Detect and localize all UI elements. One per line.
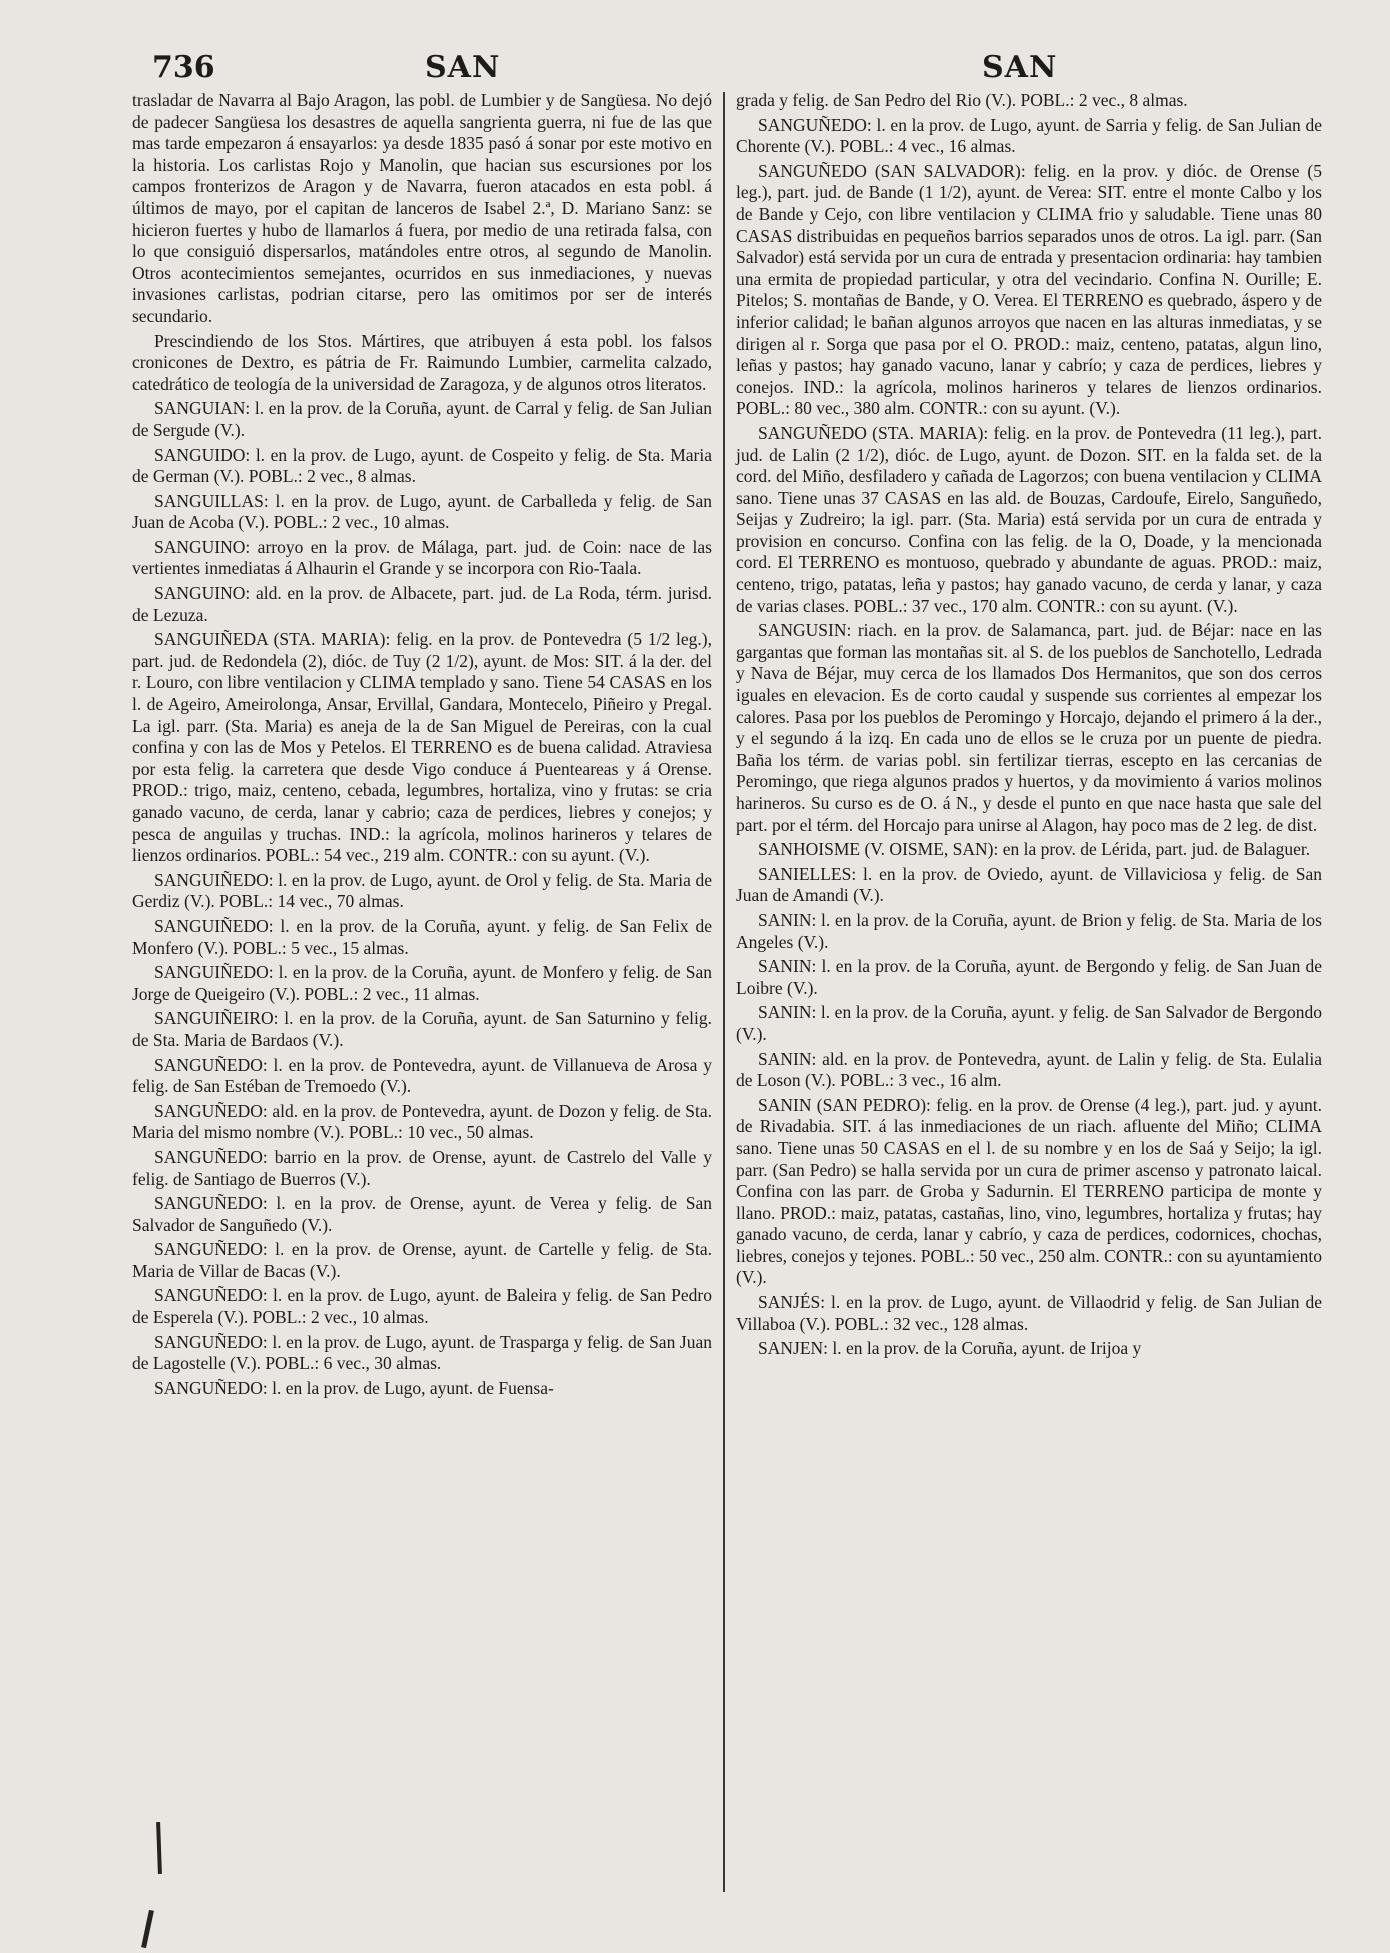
dictionary-entry: SANGUIÑEDA (STA. MARIA): felig. en la prov. de Pontevedra (5 1/2 leg.), part. jud. de Redondela (2), dióc. de Tuy (2 1/2), ayunt. de Mos: SIT. á la der. del r. Louro, con libre ventilacion y CLIMA templado y sano. Tiene 54 CASAS en los l. de Ageiro, Ameirolonga, Ansar, Ervillal, Gandara, Montecelo, Piñeiro y Pregal. La igl. parr. (Sta. Maria) es aneja de la de San Miguel de Pereiras, con la cual confina y con las de Mos y Petelos. El TERRENO es de buena calidad. Atraviesa por esta felig. la carretera que desde Vigo conduce á Puenteareas y á Orense. PROD.: trigo, maiz, centeno, cebada, legumbres, hortaliza, vino y frutas: se cria ganado vacuno, de cerda, lanar y cabrio; caza de perdices, liebres y conejos; y pesca de anguilas y truchas. IND.: la agrícola, molinos harineros y telares de lienzos ordinarios. POBL.: 54 vec., 219 alm. CONTR.: con su ayunt. (V.).: [132, 629, 712, 866]
dictionary-entry: SANGUIÑEIRO: l. en la prov. de la Coruña, ayunt. de San Saturnino y felig. de Sta. Maria de Bardaos (V.).: [132, 1008, 712, 1050]
page-number: 736: [152, 50, 215, 85]
dictionary-entry: SANGUIDO: l. en la prov. de Lugo, ayunt. de Cospeito y felig. de Sta. Maria de German (V.). POBL.: 2 vec., 8 almas.: [132, 444, 712, 487]
dictionary-entry: SANGUÑEDO: l. en la prov. de Orense, ayunt. de Cartelle y felig. de Sta. Maria de Villar de Bacas (V.).: [132, 1239, 712, 1281]
dictionary-entry: SANGUIÑEDO: l. en la prov. de la Coruña, ayunt. de Monfero y felig. de San Jorge de Queigeiro (V.). POBL.: 2 vec., 11 almas.: [132, 962, 712, 1004]
dictionary-entry: SANGUÑEDO (SAN SALVADOR): felig. en la prov. y dióc. de Orense (5 leg.), part. jud. de Bande (1 1/2), ayunt. de Verea: SIT. entre el monte Calbo y los de Bande y Cejo, con libre ventilacion y CLIMA frio y saludable. Tiene unas 80 CASAS distribuidas en pequeños barrios separados unos de otros. La igl. parr. (San Salvador) está servida por un cura de entrada y presentacion ordinaria: hay tambien una ermita de propiedad particular, y otra del vecindario. Confina N. Ourille; E. Pitelos; S. montañas de Bande, y O. Verea. El TERRENO es quebrado, áspero y de inferior calidad; le bañan algunos arroyos que nacen en las alturas inmediatas, y se dirigen al r. Sorga que pasa por el O. PROD.: maiz, centeno, patatas, algun lino, leñas y pastos; hay ganado vacuno, lanar y cabrío; y caza de perdices, liebres y conejos. IND.: la agrícola, molinos harineros y telares de lienzos ordinarios. POBL.: 80 vec., 380 alm. CONTR.: con su ayunt. (V.).: [736, 160, 1322, 419]
column-divider: [723, 92, 725, 1892]
dictionary-entry: grada y felig. de San Pedro del Rio (V.). POBL.: 2 vec., 8 almas.: [736, 90, 1188, 110]
ink-mark: [141, 1910, 154, 1948]
dictionary-entry: SANIN: l. en la prov. de la Coruña, ayunt. de Bergondo y felig. de San Juan de Loibre (V.).: [736, 956, 1322, 998]
dictionary-entry: SANGUÑEDO: l. en la prov. de Orense, ayunt. de Verea y felig. de San Salvador de Sanguñedo (V.).: [132, 1193, 712, 1235]
dictionary-entry: SANIN: l. en la prov. de la Coruña, ayunt. y felig. de San Salvador de Bergondo (V.).: [736, 1002, 1322, 1044]
dictionary-entry: SANGUIÑEDO: l. en la prov. de Lugo, ayunt. de Orol y felig. de Sta. Maria de Gerdiz (V.). POBL.: 14 vec., 70 almas.: [132, 869, 712, 912]
dictionary-entry: SANGUÑEDO: l. en la prov. de Lugo, ayunt. de Sarria y felig. de San Julian de Chorente (V.). POBL.: 4 vec., 16 almas.: [736, 114, 1322, 157]
dictionary-entry: SANIN: ald. en la prov. de Pontevedra, ayunt. de Lalin y felig. de Sta. Eulalia de Loson (V.). POBL.: 3 vec., 16 alm.: [736, 1048, 1322, 1091]
dictionary-entry: SANGUIÑEDO: l. en la prov. de la Coruña, ayunt. y felig. de San Felix de Monfero (V.). POBL.: 5 vec., 15 almas.: [132, 915, 712, 958]
dictionary-entry: SANGUÑEDO: ald. en la prov. de Pontevedra, ayunt. de Dozon y felig. de Sta. Maria del mismo nombre (V.). POBL.: 10 vec., 50 almas.: [132, 1100, 712, 1143]
left-column: [132, 90, 712, 1402]
dictionary-entry: SANGUÑEDO: l. en la prov. de Lugo, ayunt. de Trasparga y felig. de San Juan de Lagostelle (V.). POBL.: 6 vec., 30 almas.: [132, 1331, 712, 1374]
dictionary-entry: SANGUILLAS: l. en la prov. de Lugo, ayunt. de Carballeda y felig. de San Juan de Acoba (V.). POBL.: 2 vec., 10 almas.: [132, 490, 712, 533]
dictionary-entry: SANJÉS: l. en la prov. de Lugo, ayunt. de Villaodrid y felig. de San Julian de Villaboa (V.). POBL.: 32 vec., 128 almas.: [736, 1292, 1322, 1334]
dictionary-entry: SANIELLES: l. en la prov. de Oviedo, ayunt. de Villaviciosa y felig. de San Juan de Amandi (V.).: [736, 863, 1322, 906]
dictionary-entry: SANGUÑEDO: l. en la prov. de Lugo, ayunt. de Fuensa-: [154, 1377, 554, 1398]
dictionary-entry: SANIN: l. en la prov. de la Coruña, ayunt. de Brion y felig. de Sta. Maria de los Angeles (V.).: [736, 909, 1322, 952]
right-column: [736, 90, 1322, 1363]
dictionary-entry: SANGUÑEDO: barrio en la prov. de Orense, ayunt. de Castrelo del Valle y felig. de Santiago de Buerros (V.).: [132, 1146, 712, 1189]
dictionary-entry: Prescindiendo de los Stos. Mártires, que atribuyen á esta pobl. los falsos cronicones de Dextro, es pátria de Fr. Raimundo Lumbier, carmelita calzado, catedrático de teología de la universidad de Zaragoza, y de algunos otros literatos.: [132, 330, 712, 394]
dictionary-entry: SANGUÑEDO: l. en la prov. de Lugo, ayunt. de Baleira y felig. de San Pedro de Esperela (V.). POBL.: 2 vec., 10 almas.: [132, 1285, 712, 1328]
running-head-right: SAN: [982, 50, 1058, 85]
running-head-left: SAN: [425, 50, 501, 85]
dictionary-entry: SANHOISME (V. OISME, SAN): en la prov. de Lérida, part. jud. de Balaguer.: [758, 839, 1311, 860]
dictionary-entry: SANGUÑEDO (STA. MARIA): felig. en la prov. de Pontevedra (11 leg.), part. jud. de Lalin (2 1/2), dióc. de Lugo, ayunt. de Dozon. SIT. en la falda set. de la cord. del Miño, desfiladero y cañada de Lagorzos; con buena ventilacion y CLIMA sano. Tiene unas 37 CASAS en las ald. de Bouzas, Cardoufe, Eirelo, Sanguñedo, Seijas y Zudreiro; la igl. parr. (Sta. Maria) está servida por un cura de entrada y provision en concurso. Confina con las felig. de la O, Doade, y la mencionada cord. El TERRENO es montuoso, quebrado y abundante de aguas. PROD.: maiz, centeno, trigo, patatas, leña y pastos; hay ganado vacuno, de cerda y lanar, y caza de varias clases. POBL.: 37 vec., 170 alm. CONTR.: con su ayunt. (V.).: [736, 422, 1322, 616]
dictionary-entry: SANGUINO: arroyo en la prov. de Málaga, part. jud. de Coin: nace de las vertientes inmediatas á Alhaurin el Grande y se incorpora con Rio-Taala.: [132, 536, 712, 579]
dictionary-entry: SANIN (SAN PEDRO): felig. en la prov. de Orense (4 leg.), part. jud. y ayunt. de Rivadabia. SIT. á las inmediaciones de un riach. afluente del Miño; CLIMA sano. Tiene unas 50 CASAS en el l. de su nombre y en los de Saá y Seijo; la igl. parr. (San Pedro) se halla servida por un cura de primer ascenso y patronato laical. Confina con las parr. de Groba y Sadurnin. El TERRENO participa de monte y llano. PROD.: maiz, patatas, castañas, lino, vino, legumbres, hortaliza y frutas; hay ganado vacuno, de cerda, lanar y cabrío, y caza de perdices, codornices, chochas, liebres, conejos y tejones. POBL.: 50 vec., 250 alm. CONTR.: con su ayuntamiento (V.).: [736, 1094, 1322, 1288]
dictionary-entry: SANGUSIN: riach. en la prov. de Salamanca, part. jud. de Béjar: nace en las gargantas que forman las montañas sit. al S. de los pueblos de Sanchotello, Ledrada y Nava de Béjar, muy cerca de los llamados Dos Hermanitos, que son dos cerros iguales en elevacion. Es de corto caudal y suspende sus corrientes al empezar los calores. Pasa por los pueblos de Peromingo y Horcajo, dejando el primero á la der., y el segundo á la izq. En cada uno de ellos se le cruza por un puente de piedra. Baña los térm. de varias pobl. sin fertilizar tierras, escepto en las cercanias de Peromingo, que riega algunos prados y huertos, y da movimiento á varios molinos harineros. Su curso es de O. á N., y desde el punto en que nace hasta que sale del part. por el térm. del Horcajo para unirse al Alagon, hay poco mas de 2 leg. de dist.: [736, 620, 1322, 835]
ink-mark: [156, 1822, 162, 1874]
dictionary-entry: SANGUINO: ald. en la prov. de Albacete, part. jud. de La Roda, térm. jurisd. de Lezuza.: [132, 583, 712, 625]
dictionary-entry: trasladar de Navarra al Bajo Aragon, las pobl. de Lumbier y de Sangüesa. No dejó de padecer Sangüesa los desastres de aquella sangrienta guerra, ni fue de las que mas tarde empezaron á ensayarlos: ya desde 1835 pasó á sonar por este motivo en la historia. Los carlistas Rojo y Manolin, que hacian sus escursiones por los campos fronterizos de Aragon y de Navarra, fueron atacados en esta pobl. á últimos de mayo, por el capitan de lanceros de Isabel 2.ª, D. Mariano Sanz: se hicieron fuertes y hubo de llamarlos á fuera, por medio de una retirada falsa, con lo que consiguió dispersarlos, matándoles entre otros, al segundo de Manolin. Otros acontecimientos semejantes, ocurridos en sus inmediaciones, y nuevas invasiones carlistas, podrian citarse, pero las omitimos por ser de interés secundario.: [132, 90, 712, 326]
dictionary-entry: SANGUÑEDO: l. en la prov. de Pontevedra, ayunt. de Villanueva de Arosa y felig. de San Estéban de Tremoedo (V.).: [132, 1054, 712, 1097]
dictionary-entry: SANJEN: l. en la prov. de la Coruña, ayunt. de Irijoa y: [758, 1338, 1142, 1359]
dictionary-entry: SANGUIAN: l. en la prov. de la Coruña, ayunt. de Carral y felig. de San Julian de Sergude (V.).: [132, 398, 712, 440]
